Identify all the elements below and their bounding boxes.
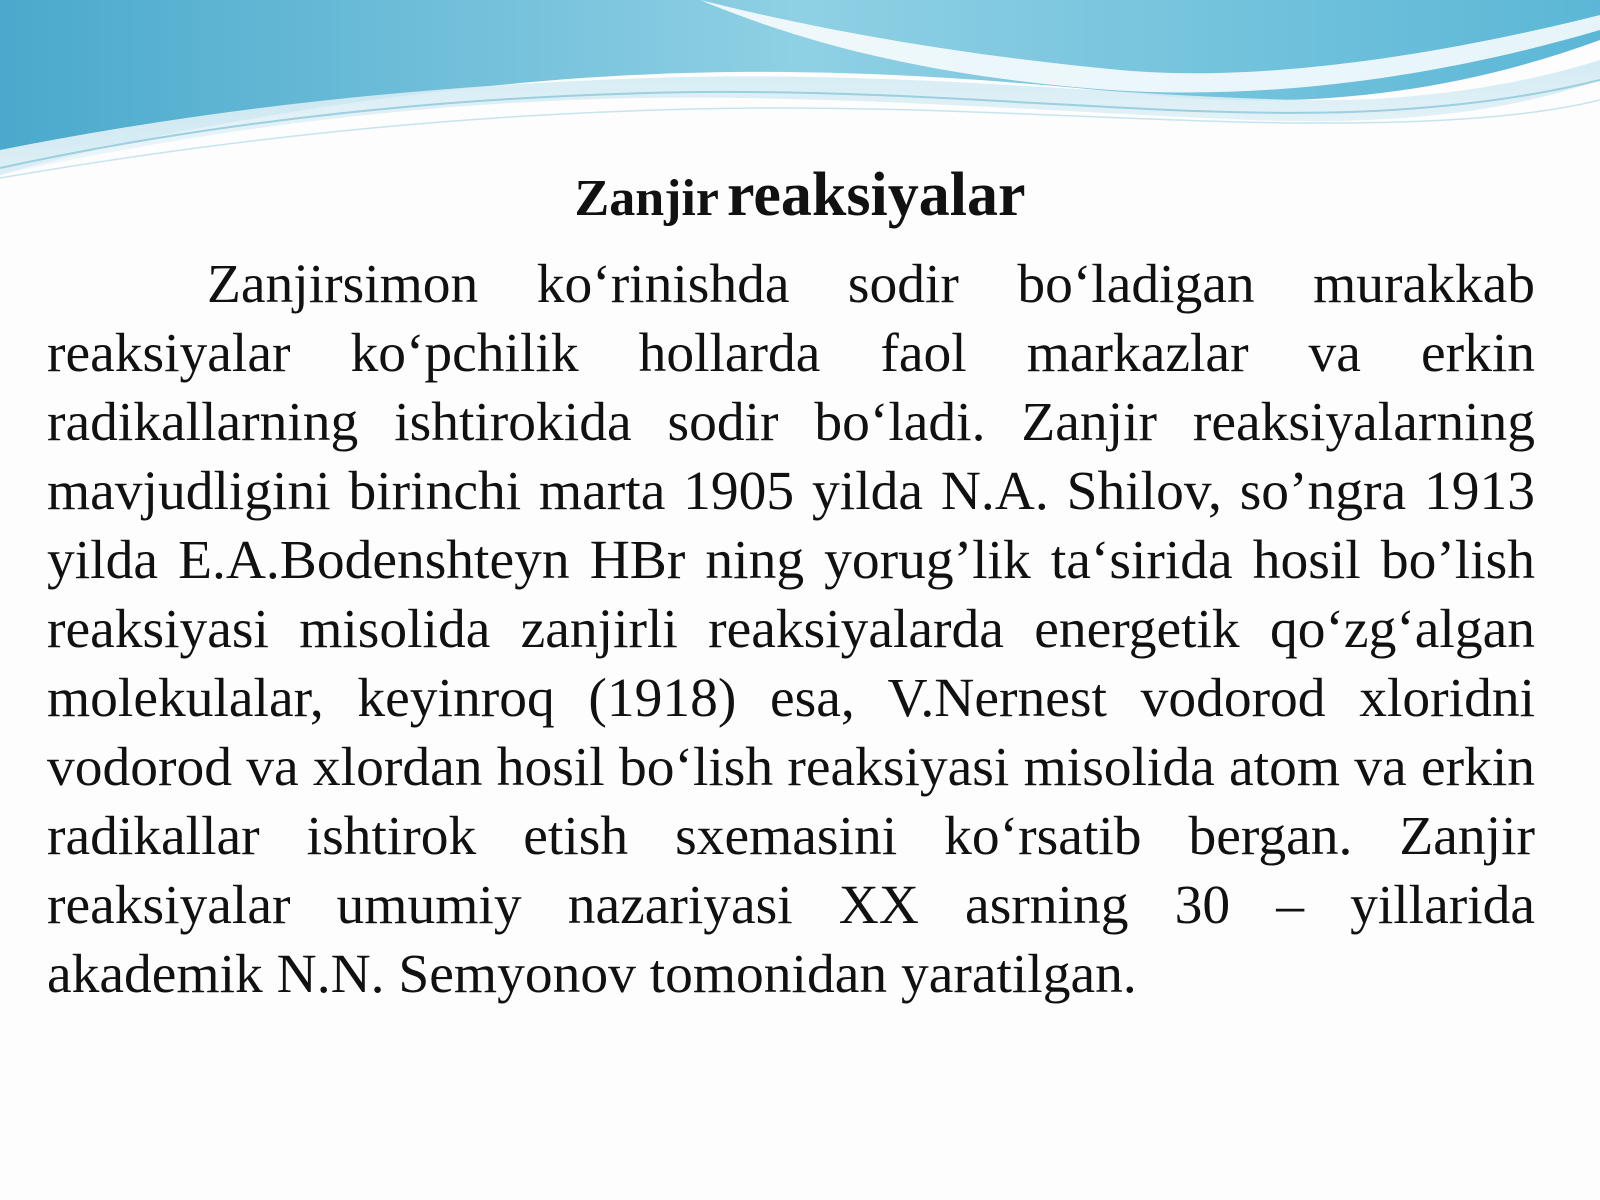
- slide-title: [0, 160, 1600, 239]
- title-word-1: Zanjir: [574, 170, 719, 227]
- title-word-2: reaksiyalar: [726, 161, 1026, 229]
- body-paragraph: Zanjirsimon ko‘rinishda sodir bo‘ladigan murakkab reaksiyalar ko‘pchilik hollarda faol markazlar va erkin radikallarning ishtirokida sodir bo‘ladi. Zanjir reaksiyalarning mavjudligini birinchi marta 1905 yilda N.A. Shilov, so’ngra 1913 yilda E.A.Bodenshteyn HBr ning yorug’lik ta‘sirida hosil bo’lish reaksiyasi misolida zanjirli reaksiyalarda energetik qo‘zg‘algan molekulalar, keyinroq (1918) esa, V.Nernest vodorod xloridni vodorod va xlordan hosil bo‘lish reaksiyasi misolida atom va erkin radikallar ishtirok etish sxemasini ko‘rsatib bergan. Zanjir reaksiyalar umumiy nazariyasi XX asrning 30 – yillarida akademik N.N. Semyonov tomonidan yaratilgan.: [47, 254, 1535, 1005]
